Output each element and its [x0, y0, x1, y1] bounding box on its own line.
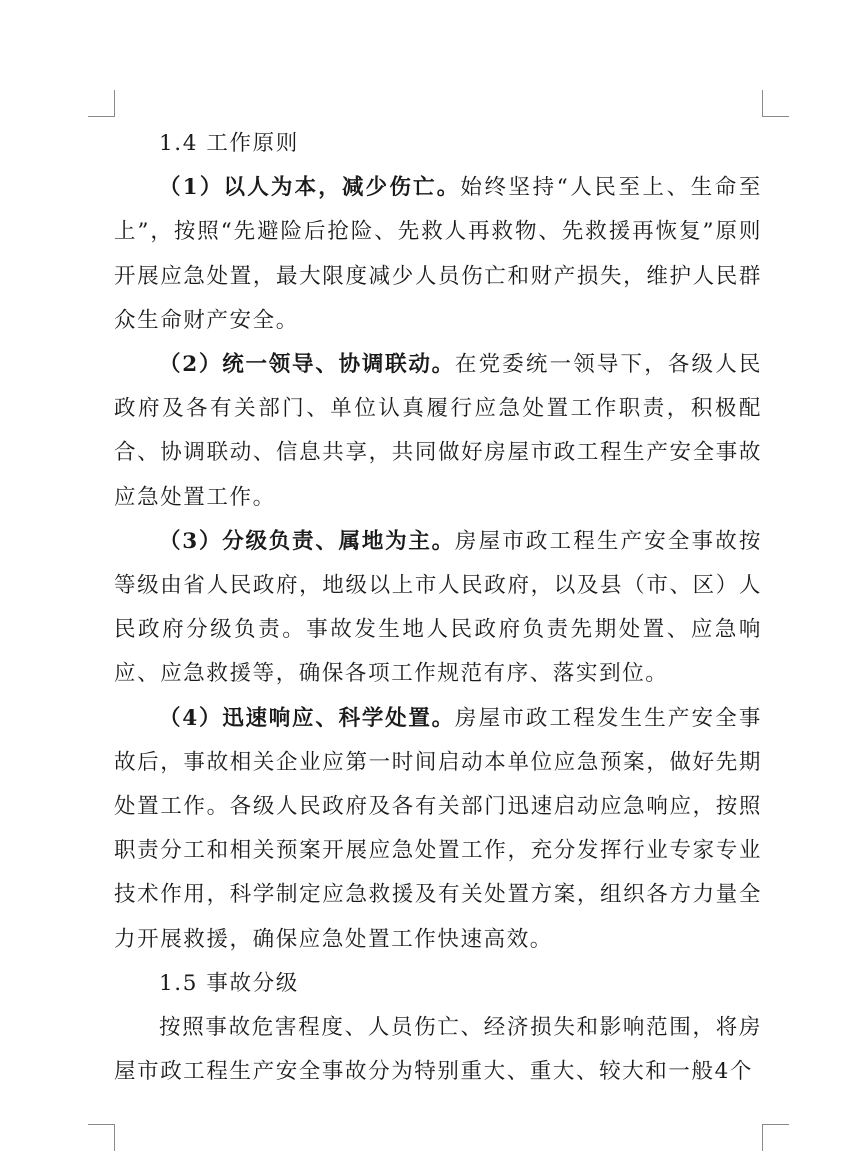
principle-text: 始终坚持“人民至上、生命至上”，按照“先避险后抢险、先救人再救物、先救援再恢复”原则开展应急处置，最大限度减少人员伤亡和财产损失，维护人民群众生命财产安全。 — [114, 175, 762, 333]
crop-mark-top-left — [88, 90, 115, 117]
section-heading-1-5: 1.5 事故分级 — [159, 970, 299, 996]
principle-title: （1）以人为本，减少伤亡。 — [159, 175, 461, 201]
principle-paragraph-4 — [114, 697, 762, 962]
principle-title: （4）迅速响应、科学处置。 — [159, 705, 455, 731]
principle-paragraph-2 — [114, 343, 762, 520]
section-heading-1-4: 1.4 工作原则 — [159, 131, 299, 156]
crop-mark-top-right — [762, 90, 789, 117]
principle-title: （3）分级负责、属地为主。 — [159, 528, 455, 554]
principle-text: 房屋市政工程发生生产安全事故后，事故相关企业应第一时间启动本单位应急预案，做好先期处置工作。各级人民政府及各有关部门迅速启动应急响应，按照职责分工和相关预案开展应急处置工作，充分发挥行业专家专业技术作用，科学制定应急救援及有关处置方案，组织各方力量全力开展救援，确保应急处置工作快速高效。 — [114, 705, 762, 952]
principle-paragraph-1 — [114, 166, 762, 343]
classification-paragraph: 按照事故危害程度、人员伤亡、经济损失和影响范围，将房屋市政工程生产安全事故分为特别重大、重大、较大和一般4个 — [114, 1015, 762, 1085]
principle-title: （2）统一领导、协调联动。 — [159, 352, 455, 378]
crop-mark-bottom-left — [88, 1124, 115, 1151]
crop-mark-bottom-right — [762, 1124, 789, 1151]
principle-text: 在党委统一领导下，各级人民政府及各有关部门、单位认真履行应急处置工作职责，积极配合、协调联动、信息共享，共同做好房屋市政工程生产安全事故应急处置工作。 — [114, 352, 762, 510]
document-body — [114, 122, 762, 1094]
principle-paragraph-3 — [114, 520, 762, 697]
principle-text: 房屋市政工程生产安全事故按等级由省人民政府，地级以上市人民政府，以及县（市、区）人民政府分级负责。事故发生地人民政府负责先期处置、应急响应、应急救援等，确保各项工作规范有序、落实到位。 — [114, 528, 762, 687]
